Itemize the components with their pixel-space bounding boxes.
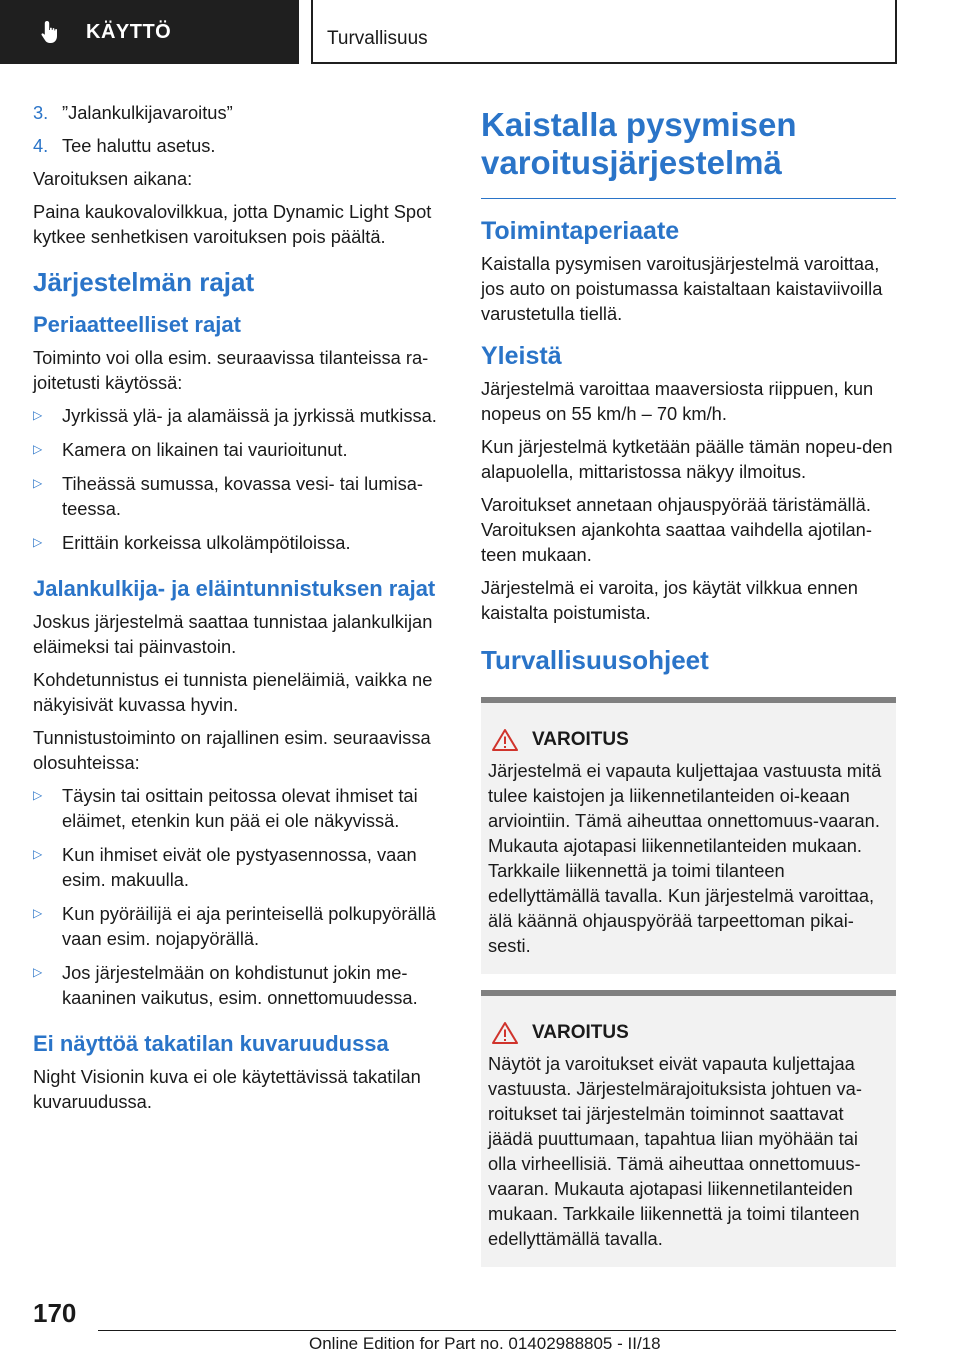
paragraph: Night Visionin kuva ei ole käytettävissä takatilan kuvaruudussa.: [33, 1066, 421, 1112]
step-text: ”Jalankulkijavaroitus”: [62, 102, 233, 123]
page-number: 170: [33, 1298, 77, 1328]
paragraph: Kaistalla pysymisen varoitusjärjestelmä varoittaa, jos auto on poistumassa kaistaltaan kaistaviivoilla varustetulla tiellä.: [481, 253, 883, 324]
triangle-bullet-icon: ▷: [33, 847, 43, 861]
page-header: [0, 0, 960, 66]
list-item: [33, 530, 451, 555]
list-item-text: Täysin tai osittain peitossa olevat ihmiset tai eläimet, etenkin kun pää ei ole näkyvissä.: [62, 785, 418, 831]
warning-title: VAROITUS: [532, 729, 629, 750]
paragraph: Varoituksen aikana:: [33, 168, 193, 189]
paragraph: Kohdetunnistus ei tunnista pieneläimiä, vaikka ne näkyisivät kuvassa hyvin.: [33, 669, 433, 715]
subsection-heading: Yleistä: [481, 342, 562, 370]
subsection-heading: Toimintaperiaate: [481, 217, 680, 245]
list-item-text: Kun pyöräilijä ei aja perinteisellä polkupyörällä vaan esim. nojapyörällä.: [62, 903, 436, 949]
list-item-text: Kun ihmiset eivät ole pystyasennossa, vaan esim. makuulla.: [62, 844, 417, 890]
section-tab[interactable]: [0, 0, 299, 64]
list-item: [33, 783, 451, 833]
subsection-heading: Ei näyttöä takatilan kuvaruudussa: [33, 1031, 389, 1056]
triangle-bullet-icon: ▷: [33, 476, 43, 490]
page-title: Kaistalla pysymisen varoitusjärjestelmä: [481, 106, 797, 181]
warning-text: Järjestelmä ei vapauta kuljettajaa vastuusta mitä tulee kaistojen ja liikennetilanteiden oi-keaan arviointiin. Tämä aiheuttaa onnettomuus-vaaran. Mukauta ajotapasi liikennetilanteiden mukaan. Tarkkaile liikennettä ja toimi tilanteen edellyttämällä tavalla. Kun järjestelmä varoittaa, älä käännä ohjauspyörää tarpeettoman pikai-sesti.: [488, 760, 882, 956]
triangle-bullet-icon: ▷: [33, 906, 43, 920]
right-column: [481, 100, 896, 1281]
paragraph: Järjestelmä ei varoita, jos käytät vilkkua ennen kaistalta poistumista.: [481, 577, 858, 623]
section-heading: Turvallisuusohjeet: [481, 645, 709, 675]
list-item-text: Erittäin korkeissa ulkolämpötiloissa.: [62, 532, 351, 553]
paragraph: Kun järjestelmä kytketään päälle tämän nopeu-den alapuolella, mittaristossa näkyy ilmoitus.: [481, 436, 893, 482]
warning-triangle-icon: [492, 1021, 518, 1045]
chapter-tab-label: Turvallisuus: [327, 28, 428, 49]
list-item: [33, 403, 451, 428]
edition-text: Online Edition for Part no. 01402988805 - II/18: [309, 1334, 661, 1353]
warning-box: [481, 990, 896, 1267]
triangle-bullet-icon: ▷: [33, 535, 43, 549]
paragraph: Järjestelmä varoittaa maaversiosta riippuen, kun nopeus on 55 km/h – 70 km/h.: [481, 378, 874, 424]
warning-header: [488, 1020, 886, 1045]
warning-title: VAROITUS: [532, 1022, 629, 1043]
step-number: 3.: [33, 102, 49, 123]
step-number: 4.: [33, 135, 49, 156]
list-item: [33, 437, 451, 462]
subsection-heading: Jalankulkija- ja eläintunnistuksen rajat: [33, 576, 436, 601]
chapter-tab[interactable]: [311, 0, 897, 64]
step-text: Tee haluttu asetus.: [62, 135, 216, 156]
list-item: [33, 960, 451, 1010]
numbered-step: [33, 100, 451, 125]
list-item: [33, 901, 451, 951]
warning-header: [488, 727, 886, 752]
warning-box: [481, 697, 896, 974]
section-tab-label: KÄYTTÖ: [86, 20, 172, 43]
list-item-text: Jos järjestelmään on kohdistunut jokin me-kaaninen vaikutus, esim. onnettomuudessa.: [62, 962, 418, 1008]
subsection-heading: Periaatteelliset rajat: [33, 312, 241, 337]
triangle-bullet-icon: ▷: [33, 442, 43, 456]
section-heading: Järjestelmän rajat: [33, 267, 255, 297]
warning-triangle-icon: [492, 728, 518, 752]
list-item: [33, 471, 451, 521]
paragraph: Toiminto voi olla esim. seuraavissa tilanteissa ra-joitetusti käytössä:: [33, 347, 429, 393]
list-item: [33, 842, 451, 892]
warning-text: Näytöt ja varoitukset eivät vapauta kuljettajaa vastuusta. Järjestelmärajoituksista johtuen va-roitukset tai järjestelmän toiminnot saattavat jäädä puuttumaan, tapahtua liian myöhään tai olla virheellisiä. Tämä aiheuttaa onnettomuus-vaaran. Mukauta ajotapasi liikennetilanteiden mukaan. Tarkkaile liikennettä ja toimi tilanteen edellyttämällä tavalla.: [488, 1053, 862, 1249]
triangle-bullet-icon: ▷: [33, 408, 43, 422]
triangle-bullet-icon: ▷: [33, 965, 43, 979]
left-column: [33, 100, 451, 1122]
list-item-text: Tiheässä sumussa, kovassa vesi- tai lumisa-teessa.: [62, 473, 424, 519]
footer-divider: [98, 1330, 896, 1331]
list-item-text: Jyrkissä ylä- ja alamäissä ja jyrkissä mutkissa.: [62, 405, 437, 426]
title-divider: [481, 198, 896, 199]
paragraph: Joskus järjestelmä saattaa tunnistaa jalankulkijan eläimeksi tai päinvastoin.: [33, 611, 433, 657]
paragraph: Paina kaukovalovilkkua, jotta Dynamic Light Spot kytkee senhetkisen varoituksen pois päältä.: [33, 201, 432, 247]
list-item-text: Kamera on likainen tai vaurioitunut.: [62, 439, 348, 460]
triangle-bullet-icon: ▷: [33, 788, 43, 802]
paragraph: Tunnistustoiminto on rajallinen esim. seuraavissa olosuhteissa:: [33, 727, 431, 773]
numbered-step: [33, 133, 451, 158]
paragraph: Varoitukset annetaan ohjauspyörää täristämällä. Varoituksen ajankohta saattaa vaihdella ajotilan-teen mukaan.: [481, 494, 872, 565]
hand-pointer-icon: [38, 19, 64, 45]
